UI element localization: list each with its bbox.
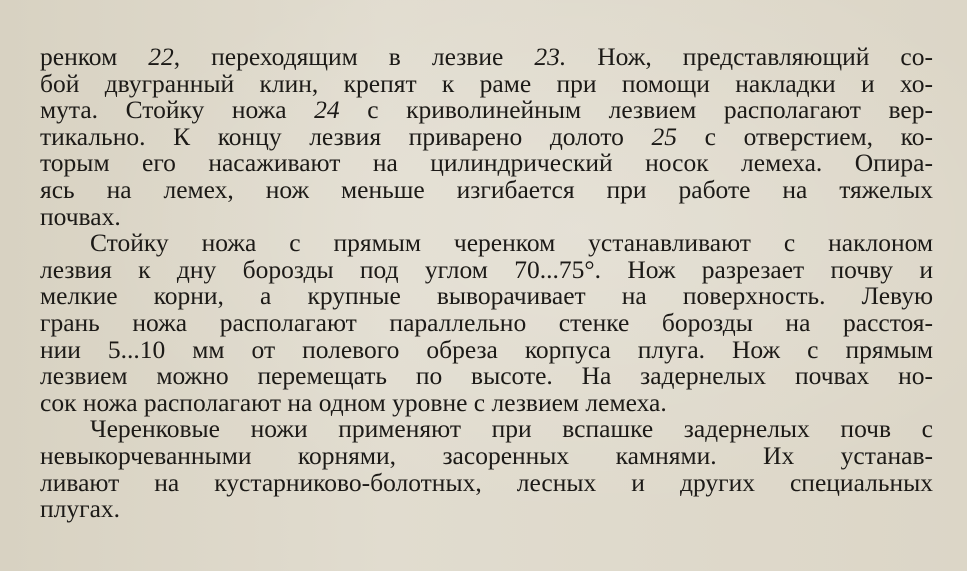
text-line [40, 496, 933, 523]
text-line [40, 283, 933, 310]
text-line [40, 174, 933, 204]
text-line [40, 416, 933, 443]
text-run: с отверстием, ко- [677, 121, 933, 151]
text-run: торым его насаживают на цилиндрический носок лемеха. Опира- [40, 148, 933, 178]
text-run: бой двугранный клин, крепят к раме при помощи накладки и хо- [40, 68, 933, 98]
text-run: лезвием можно перемещать по высоте. На задернелых почвах но- [40, 361, 933, 391]
text-run: ясь на лемех, нож меньше изгибается при работе на тяжелых [40, 174, 933, 204]
text-run: лезвия к дну борозды под углом 70...75°. Нож разрезает почву и [40, 254, 933, 284]
text-run: ливают на кустарниково-болотных, лесных и других специальных [40, 467, 933, 497]
text-line [40, 254, 933, 284]
text-line [40, 387, 933, 417]
text-run: нии 5...10 мм от полевого обреза корпуса плуга. Нож с прямым [40, 334, 933, 364]
text-line [40, 68, 933, 98]
text-run: с криволинейным лезвием располагают вер- [339, 95, 933, 125]
text-run: Стойку ножа с прямым черенком устанавливают с наклоном [90, 228, 933, 258]
text-line [40, 334, 933, 364]
paragraph-1 [40, 44, 933, 230]
text-run: мелкие корни, а крупные выворачивает на поверхность. Левую [40, 281, 933, 311]
text-line [40, 201, 933, 231]
text-line [40, 97, 933, 124]
text-run: грань ножа располагают параллельно стенке борозды на расстоя- [40, 307, 933, 337]
text-run: Черенковые ножи применяют при вспашке задернелых почв с [90, 414, 933, 444]
page-text [40, 44, 933, 523]
text-run: Нож, представляющий со- [566, 42, 933, 71]
text-run: почвах. [40, 201, 121, 231]
figure-reference-number: 22 [148, 42, 174, 71]
text-line [40, 363, 933, 390]
paragraph-2 [40, 230, 933, 416]
text-run: сок ножа располагают на одном уровне с лезвием лемеха. [40, 387, 667, 417]
figure-reference-number: 25 [651, 121, 678, 151]
text-line [40, 121, 933, 151]
figure-reference-number: 24 [314, 95, 340, 125]
paragraph-3 [40, 416, 933, 522]
text-run: плугах. [40, 494, 121, 524]
figure-reference-number: 23. [534, 42, 567, 71]
text-line [40, 230, 933, 257]
text-run: невыкорчеванными корнями, засоренных камнями. Их устанав- [40, 440, 933, 470]
text-line [40, 44, 933, 71]
text-run: , переходящим в лезвие [173, 42, 535, 71]
text-run: ренком [40, 42, 149, 71]
text-line [40, 467, 933, 497]
text-line [40, 307, 933, 337]
text-run: мута. Стойку ножа [40, 95, 315, 125]
text-run: тикально. К концу лезвия приварено долото [40, 121, 652, 151]
text-line [40, 440, 933, 470]
text-line [40, 150, 933, 177]
